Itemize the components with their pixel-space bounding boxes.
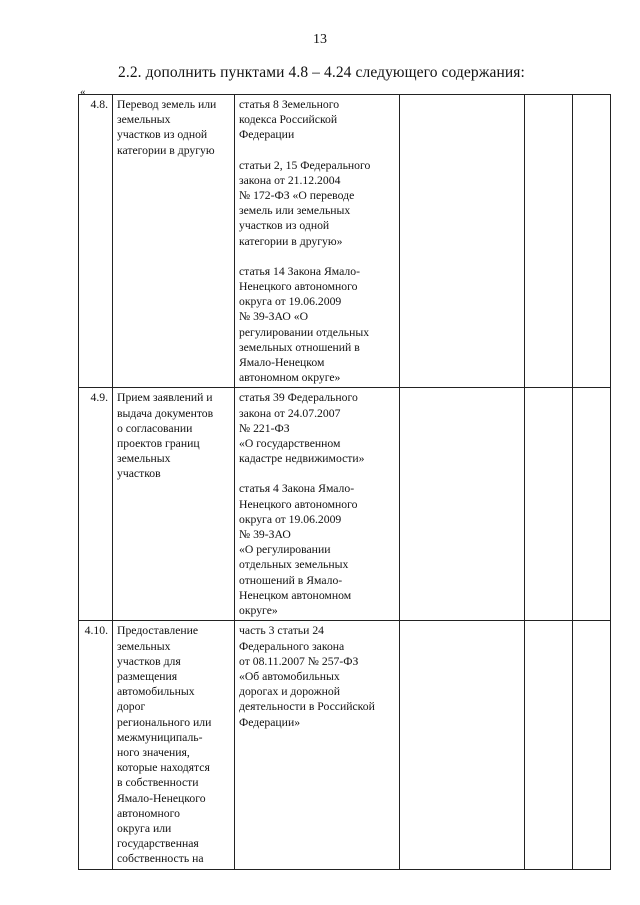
- services-table: [78, 94, 611, 870]
- legal-basis-paragraph: статья 39 Федерального закона от 24.07.2007 № 221-ФЗ «О государственном кадастре недвижимости»: [239, 391, 365, 466]
- service-name: Предоставление земельных участков для размещения автомобильных дорог регионального или межмуниципаль- ного значения, которые находятся в собственности Ямало-Ненецкого автономного округа или государственная собственность на: [117, 624, 212, 866]
- row-number: 4.9.: [79, 388, 113, 621]
- legal-basis-paragraph: статья 4 Закона Ямало- Ненецкого автономного округа от 19.06.2009 № 39-ЗАО «О регулировании отдельных земельных отношений в Ямало- Ненецком автономном округе»: [239, 482, 358, 618]
- service-name: Прием заявлений и выдача документов о согласовании проектов границ земельных участков: [117, 391, 214, 481]
- legal-basis-paragraph: часть 3 статьи 24 Федерального закона от 08.11.2007 № 257-ФЗ «Об автомобильных дорогах и дорожной деятельности в Российской Федерации»: [239, 624, 375, 729]
- service-name-cell: [113, 95, 235, 388]
- empty-cell: [573, 621, 611, 869]
- legal-basis-paragraph: статья 14 Закона Ямало- Ненецкого автономного округа от 19.06.2009 № 39-ЗАО «О регулировании отдельных земельных отношений в Ямало-Ненецком автономном округе»: [239, 264, 370, 385]
- legal-basis-cell: [235, 95, 400, 388]
- legal-basis-paragraph: статья 8 Земельного кодекса Российской Федерации: [239, 98, 340, 142]
- table-row: [79, 621, 611, 869]
- legal-basis-cell: [235, 388, 400, 621]
- table-row: [79, 388, 611, 621]
- empty-cell: [525, 621, 573, 869]
- empty-cell: [573, 95, 611, 388]
- row-number: 4.8.: [79, 95, 113, 388]
- legal-basis-paragraph: статьи 2, 15 Федерального закона от 21.12.2004 № 172-ФЗ «О переводе земель или земельных участков из одной категории в другую»: [239, 158, 371, 248]
- service-name-cell: [113, 388, 235, 621]
- page-number: 13: [313, 32, 327, 47]
- empty-cell: [525, 388, 573, 621]
- empty-cell: [400, 95, 525, 388]
- empty-cell: [573, 388, 611, 621]
- legal-basis-cell: [235, 621, 400, 869]
- empty-cell: [400, 621, 525, 869]
- service-name: Перевод земель или земельных участков из одной категории в другую: [117, 98, 217, 157]
- empty-cell: [525, 95, 573, 388]
- table-row: [79, 95, 611, 388]
- open-quote: «: [80, 86, 86, 98]
- service-name-cell: [113, 621, 235, 869]
- empty-cell: [400, 388, 525, 621]
- intro-text: 2.2. дополнить пунктами 4.8 – 4.24 следующего содержания:: [118, 64, 525, 81]
- row-number: 4.10.: [79, 621, 113, 869]
